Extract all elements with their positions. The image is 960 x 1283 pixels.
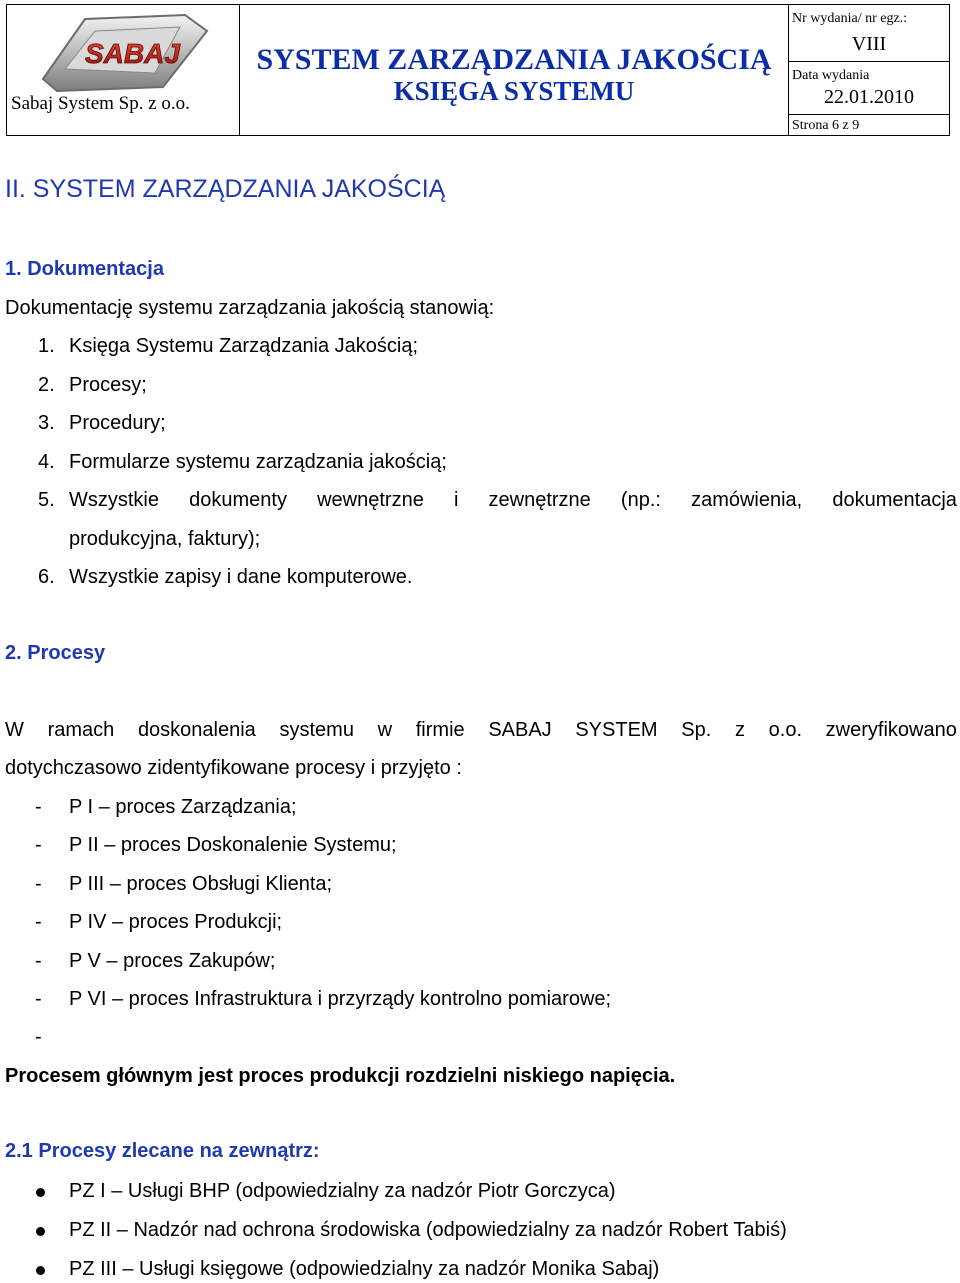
list-item-number: 1. bbox=[38, 335, 55, 357]
header-title-cell bbox=[240, 5, 789, 135]
word: doskonalenia bbox=[137, 719, 256, 741]
external-process-item: PZ I – Usługi BHP (odpowiedzialny za nadzór Piotr Gorczyca) bbox=[69, 1180, 616, 1202]
dash-marker: - bbox=[35, 911, 42, 934]
word: W bbox=[5, 719, 24, 741]
word: Wszystkie bbox=[69, 489, 159, 511]
list-item: Formularze systemu zarządzania jakością; bbox=[69, 451, 447, 473]
document-header bbox=[6, 4, 950, 136]
date-value: 22.01.2010 bbox=[824, 86, 914, 108]
word: dokumenty bbox=[189, 489, 287, 511]
list-item-number: 3. bbox=[38, 412, 55, 434]
word: systemu bbox=[279, 719, 354, 741]
main-process-statement: Procesem głównym jest proces produkcji rozdzielni niskiego napięcia. bbox=[5, 1065, 676, 1087]
process-item: P V – proces Zakupów; bbox=[69, 949, 276, 972]
list-item-number: 2. bbox=[38, 374, 55, 396]
dokumentacja-intro: Dokumentację systemu zarządzania jakością stanowią: bbox=[5, 297, 495, 319]
list-item: Procedury; bbox=[69, 412, 166, 434]
process-item: P IV – proces Produkcji; bbox=[69, 911, 283, 934]
process-item: P II – proces Doskonalenie Systemu; bbox=[69, 834, 397, 857]
heading-dokumentacja: 1. Dokumentacja bbox=[5, 258, 164, 280]
word: zweryfikowano bbox=[825, 719, 957, 741]
dash-marker: - bbox=[35, 949, 42, 972]
list-item: Księga Systemu Zarządzania Jakością; bbox=[69, 335, 419, 357]
list-item-number: 5. bbox=[38, 489, 55, 511]
word: ramach bbox=[47, 719, 115, 741]
heading-external-processes: 2.1 Procesy zlecane na zewnątrz: bbox=[5, 1140, 320, 1162]
word: Sp. bbox=[681, 719, 712, 741]
dash-marker: - bbox=[35, 834, 42, 857]
logo-cell bbox=[7, 5, 240, 135]
edition-label: Nr wydania/ nr egz.: bbox=[792, 11, 908, 26]
procesy-paragraph-line1 bbox=[5, 719, 957, 742]
word: SABAJ bbox=[488, 719, 552, 741]
external-process-item: PZ III – Usługi księgowe (odpowiedzialny za nadzór Monika Sabaj) bbox=[69, 1258, 660, 1280]
page-cell bbox=[789, 115, 949, 135]
word: (np.: bbox=[620, 489, 661, 511]
word: i bbox=[453, 489, 459, 511]
date-cell bbox=[789, 62, 949, 115]
procesy-paragraph-line2: dotychczasowo zidentyfikowane procesy i przyjęto : bbox=[5, 757, 462, 779]
list-item-justified bbox=[69, 489, 957, 512]
section-title: II. SYSTEM ZARZĄDZANIA JAKOŚCIĄ bbox=[5, 175, 446, 203]
dash-marker: - bbox=[35, 1026, 42, 1049]
word: wewnętrzne bbox=[317, 489, 424, 511]
dash-marker: - bbox=[35, 796, 42, 818]
bullet-icon bbox=[36, 1188, 45, 1197]
word: zewnętrzne bbox=[488, 489, 591, 511]
company-name: Sabaj System Sp. z o.o. bbox=[11, 93, 190, 114]
list-item: Wszystkie zapisy i dane komputerowe. bbox=[69, 566, 413, 588]
list-item-number: 4. bbox=[38, 451, 55, 473]
process-item: P VI – proces Infrastruktura i przyrządy kontrolno pomiarowe; bbox=[69, 988, 612, 1010]
edition-cell bbox=[789, 5, 949, 62]
header-meta-cell bbox=[789, 5, 949, 135]
word: o.o. bbox=[768, 719, 802, 741]
word: w bbox=[377, 719, 393, 741]
bullet-icon bbox=[36, 1227, 45, 1236]
edition-value: VIII bbox=[851, 33, 887, 55]
process-item: P III – proces Obsługi Klienta; bbox=[69, 872, 333, 895]
dash-marker: - bbox=[35, 872, 42, 895]
word: z bbox=[734, 719, 745, 741]
bullet-icon bbox=[36, 1266, 45, 1275]
list-item: Procesy; bbox=[69, 374, 147, 396]
word: zamówienia, bbox=[691, 489, 803, 511]
header-title: SYSTEM ZARZĄDZANIA JAKOŚCIĄ bbox=[256, 43, 772, 76]
word: dokumentacja bbox=[832, 489, 957, 511]
list-item-continuation: produkcyjna, faktury); bbox=[69, 528, 261, 550]
heading-procesy: 2. Procesy bbox=[5, 642, 106, 664]
page-number: Strona 6 z 9 bbox=[792, 118, 860, 133]
header-subtitle: KSIĘGA SYSTEMU bbox=[393, 76, 635, 106]
process-item: P I – proces Zarządzania; bbox=[69, 796, 297, 818]
logo-lettering: SABAJ bbox=[85, 38, 180, 69]
word: firmie bbox=[415, 719, 465, 741]
dash-marker: - bbox=[35, 988, 42, 1010]
date-label: Data wydania bbox=[792, 68, 870, 83]
list-item-number: 6. bbox=[38, 566, 55, 588]
sabaj-logo bbox=[35, 9, 215, 95]
word: SYSTEM bbox=[575, 719, 658, 741]
external-process-item: PZ II – Nadzór nad ochrona środowiska (odpowiedzialny za nadzór Robert Tabiś) bbox=[69, 1219, 787, 1241]
